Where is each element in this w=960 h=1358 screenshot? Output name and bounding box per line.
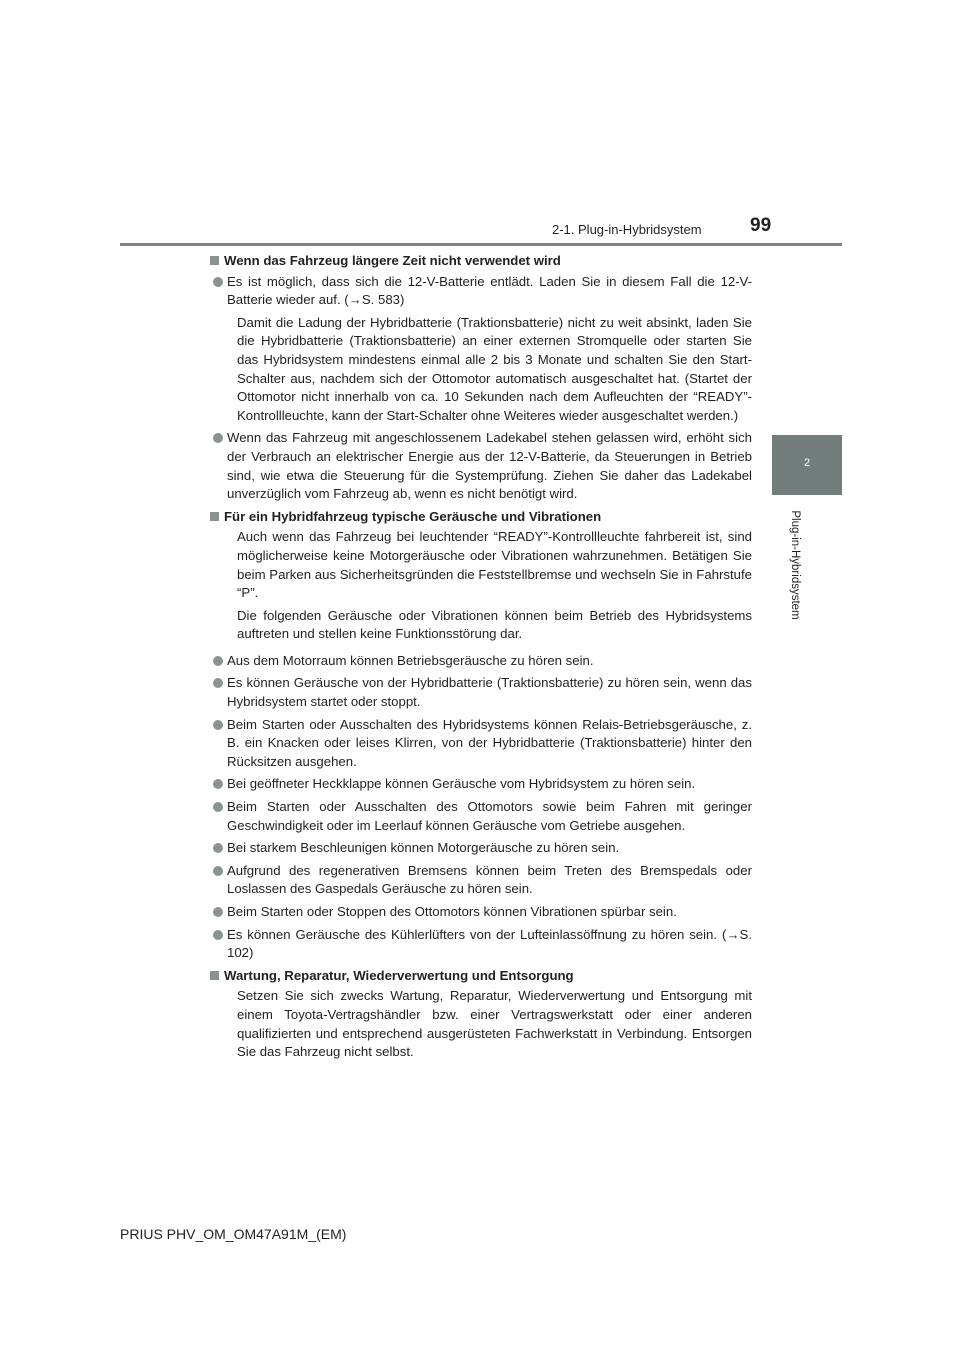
square-bullet-icon: [210, 256, 219, 265]
section-title: Wartung, Reparatur, Wiederverwertung und Entsorgung: [224, 967, 574, 983]
header-section-title: 2-1. Plug-in-Hybridsystem: [552, 222, 702, 237]
chapter-label-wrap: [772, 500, 818, 630]
list-item-text: Wenn das Fahrzeug mit angeschlossenem Ladekabel stehen gelassen wird, erhöht sich der Verbrauch an elektrischer Energie aus der 12-V-Batterie, da Steuerungen in Betrieb sind, wie etwa die Steuerung für die Systemprüfung. Ziehen Sie daher das Ladekabel unverzüglich vom Fahrzeug ab, wenn es nicht benötigt wird.: [227, 430, 752, 502]
chapter-tab: [772, 435, 842, 495]
chapter-number: 2: [803, 457, 811, 469]
list-item-text: Beim Starten oder Ausschalten des Ottomotors sowie beim Fahren mit geringer Geschwindigkeit oder im Leerlauf können Geräusche vom Getriebe ausgehen.: [227, 799, 752, 833]
section-heading: [210, 252, 752, 271]
circle-bullet-icon: [213, 277, 223, 287]
list-item-text: Beim Starten oder Stoppen des Ottomotors können Vibrationen spürbar sein.: [227, 904, 677, 919]
list-item: [210, 926, 752, 963]
list-item: [210, 674, 752, 711]
list-item-continuation: Damit die Ladung der Hybridbatterie (Traktionsbatterie) nicht zu weit absinkt, laden Sie die Hybridbatterie (Traktionsbatterie) an einer externen Stromquelle oder starten Sie das Hybridsystem mindestens einmal alle 2 bis 3 Monate und schalten Sie den Start-Schalter aus, nachdem sich der Ottomotor automatisch ausgeschaltet hat. (Startet der Ottomotor nicht innerhalb von ca. 10 Sekunden nach dem Aufleuchten der “READY”-Kontrollleuchte, kann der Start-Schalter ohne Weiteres wieder ausgeschaltet werden.): [237, 314, 752, 423]
list-item: [210, 273, 752, 310]
section-title: Wenn das Fahrzeug längere Zeit nicht verwendet wird: [224, 253, 561, 268]
circle-bullet-icon: [213, 720, 223, 730]
header-divider: [120, 243, 842, 246]
list-item: [210, 429, 752, 503]
square-bullet-icon: [210, 512, 219, 521]
footer-doc-id: PRIUS PHV_OM_OM47A91M_(EM): [120, 1226, 347, 1242]
paragraph: Auch wenn das Fahrzeug bei leuchtender “READY”-Kontrollleuchte fahrbereit ist, sind möglicherweise keine Motorgeräusche oder Vibrationen wahrzunehmen. Betätigen Sie beim Parken aus Sicherheitsgründen die Feststellbremse und wechseln Sie in Fahrstufe “P”.: [237, 529, 752, 601]
list-item: [210, 839, 752, 858]
list-item-text: Beim Starten oder Ausschalten des Hybridsystems können Relais-Betriebsgeräusche, z. B. ein Knacken oder leises Klirren, von der Hybridbatterie (Traktionsbatterie) hinter den Rücksitzen ausgehen.: [227, 716, 752, 769]
paragraph: Die folgenden Geräusche oder Vibrationen können beim Betrieb des Hybridsystems auftreten und stellen keine Funktionsstörung dar.: [237, 607, 752, 642]
list-item: [210, 798, 752, 835]
list-item-text: Bei starkem Beschleunigen können Motorgeräusche zu hören sein.: [227, 840, 620, 856]
circle-bullet-icon: [213, 433, 223, 443]
circle-bullet-icon: [213, 678, 223, 688]
list-item: [210, 903, 752, 922]
circle-bullet-icon: [213, 779, 223, 789]
chapter-label: Plug-in-Hybridsystem: [789, 510, 801, 620]
list-item-text: Aus dem Motorraum können Betriebsgeräusche zu hören sein.: [227, 652, 594, 668]
list-item-text: Bei geöffneter Heckklappe können Geräusche vom Hybridsystem zu hören sein.: [227, 776, 696, 792]
circle-bullet-icon: [213, 802, 223, 812]
list-item: [210, 652, 752, 671]
list-item: [210, 716, 752, 772]
circle-bullet-icon: [213, 907, 223, 917]
section-heading: [210, 508, 752, 527]
list-item-text: Es können Geräusche des Kühlerlüfters von der Lufteinlassöffnung zu hören sein. (→S. 102): [227, 926, 752, 961]
section-title: Für ein Hybridfahrzeug typische Geräusche und Vibrationen: [224, 508, 602, 524]
list-item-text: Aufgrund des regenerativen Bremsens können beim Treten des Bremspedals oder Loslassen des Gaspedals Geräusche zu hören sein.: [227, 862, 752, 897]
list-item: [210, 862, 752, 899]
circle-bullet-icon: [213, 930, 223, 940]
main-content: [210, 252, 752, 1066]
list-item-text: Es können Geräusche von der Hybridbatterie (Traktionsbatterie) zu hören sein, wenn das Hybridsystem startet oder stoppt.: [227, 675, 752, 710]
square-bullet-icon: [210, 971, 219, 980]
list-item-text: Es ist möglich, dass sich die 12-V-Batterie entlädt. Laden Sie in diesem Fall die 12-V-Batterie wieder auf. (→S. 583): [227, 273, 752, 308]
section-heading: [210, 967, 752, 986]
list-item: [210, 775, 752, 794]
circle-bullet-icon: [213, 843, 223, 853]
page-number: 99: [750, 215, 772, 236]
circle-bullet-icon: [213, 656, 223, 666]
paragraph: Setzen Sie sich zwecks Wartung, Reparatur, Wiederverwertung und Entsorgung mit einem Toyota-Vertragshändler bzw. einer Vertragswerkstatt oder einer anderen qualifizierten und entsprechend ausgerüsteten Fachwerkstatt in Verbindung. Entsorgen Sie das Fahrzeug nicht selbst.: [237, 988, 752, 1060]
circle-bullet-icon: [213, 866, 223, 876]
